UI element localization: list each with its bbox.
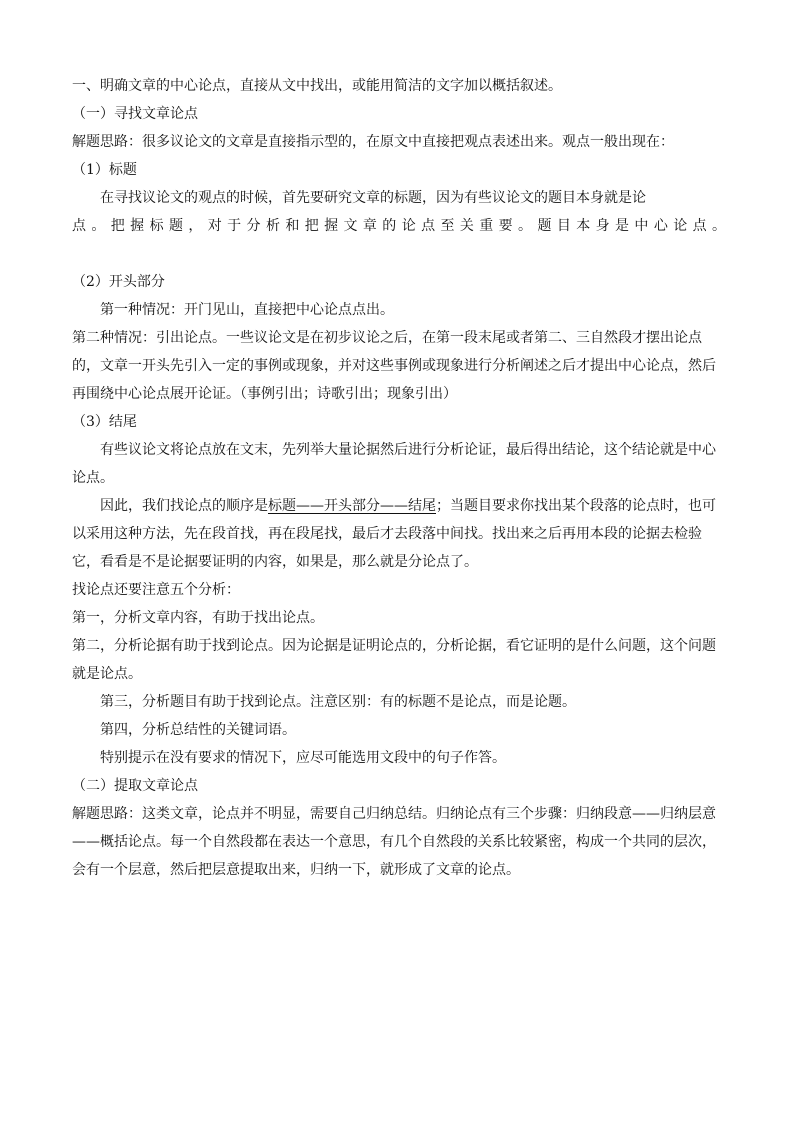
paragraph-case-1: 第一种情况：开门见山，直接把中心论点点出。 — [100, 302, 394, 318]
blank-line — [72, 240, 726, 268]
document-page — [72, 72, 726, 884]
item-ending: （3）结尾 — [72, 414, 137, 430]
order-underlined-text: 标题——开头部分——结尾 — [268, 498, 436, 514]
paragraph-order — [72, 492, 726, 576]
paragraph-first: 第一，分析文章内容，有助于找出论点。 — [72, 610, 324, 626]
order-rest-text: ；当题目要求你找出某个段落的论点时，也可以采用这种方法，先在段首找，再在段尾找，最后才去段落中间找。找出来之后再用本段的论据去检验它，看看是不是论据要证明的内容，如果是，那么就是分论点了。 — [72, 498, 716, 570]
paragraph-case-2: 第二种情况：引出论点。一些议论文是在初步议论之后，在第一段末尾或者第二、三自然段才摆出论点的，文章一开头先引入一定的事例或现象，并对这些事例或现象进行分析阐述之后才提出中心论点，然后再围绕中心论点展开论证。（事例引出；诗歌引出；现象引出） — [72, 330, 716, 402]
paragraph-special-note: 特别提示在没有要求的情况下，应尽可能选用文段中的句子作答。 — [100, 750, 506, 766]
subsection-title-1: （一）寻找文章论点 — [72, 106, 198, 122]
paragraph-title-b: 点。把握标题，对于分析和把握文章的论点至关重要。题目本身是中心论点。 — [72, 218, 726, 234]
paragraph-third: 第三，分析题目有助于找到论点。注意区别：有的标题不是论点，而是论题。 — [100, 694, 576, 710]
paragraph-ending: 有些议论文将论点放在文末，先列举大量论据然后进行分析论证，最后得出结论，这个结论就是中心论点。 — [72, 442, 716, 486]
subsection-title-2: （二）提取文章论点 — [72, 778, 198, 794]
paragraph-intro: 解题思路：很多议论文的文章是直接指示型的，在原文中直接把观点表述出来。观点一般出现在： — [72, 134, 674, 150]
item-opening: （2）开头部分 — [72, 274, 165, 290]
section-heading-1: 一、明确文章的中心论点，直接从文中找出，或能用简洁的文字加以概括叙述。 — [72, 78, 562, 94]
paragraph-five-analyses: 找论点还要注意五个分析： — [72, 582, 240, 598]
paragraph-title-a: 在寻找议论文的观点的时候，首先要研究文章的标题，因为有些议论文的题目本身就是论 — [100, 190, 646, 206]
order-lead-text: 因此，我们找论点的顺序是 — [100, 498, 268, 514]
item-title: （1）标题 — [72, 162, 137, 178]
paragraph-fourth: 第四，分析总结性的关键词语。 — [100, 722, 296, 738]
paragraph-extract: 解题思路：这类文章，论点并不明显，需要自己归纳总结。归纳论点有三个步骤：归纳段意——归纳层意——概括论点。每一个自然段都在表达一个意思，有几个自然段的关系比较紧密，构成一个共同的层次，会有一个层意，然后把层意提取出来，归纳一下，就形成了文章的论点。 — [72, 806, 716, 878]
paragraph-second: 第二，分析论据有助于找到论点。因为论据是证明论点的，分析论据，看它证明的是什么问题，这个问题就是论点。 — [72, 638, 716, 682]
